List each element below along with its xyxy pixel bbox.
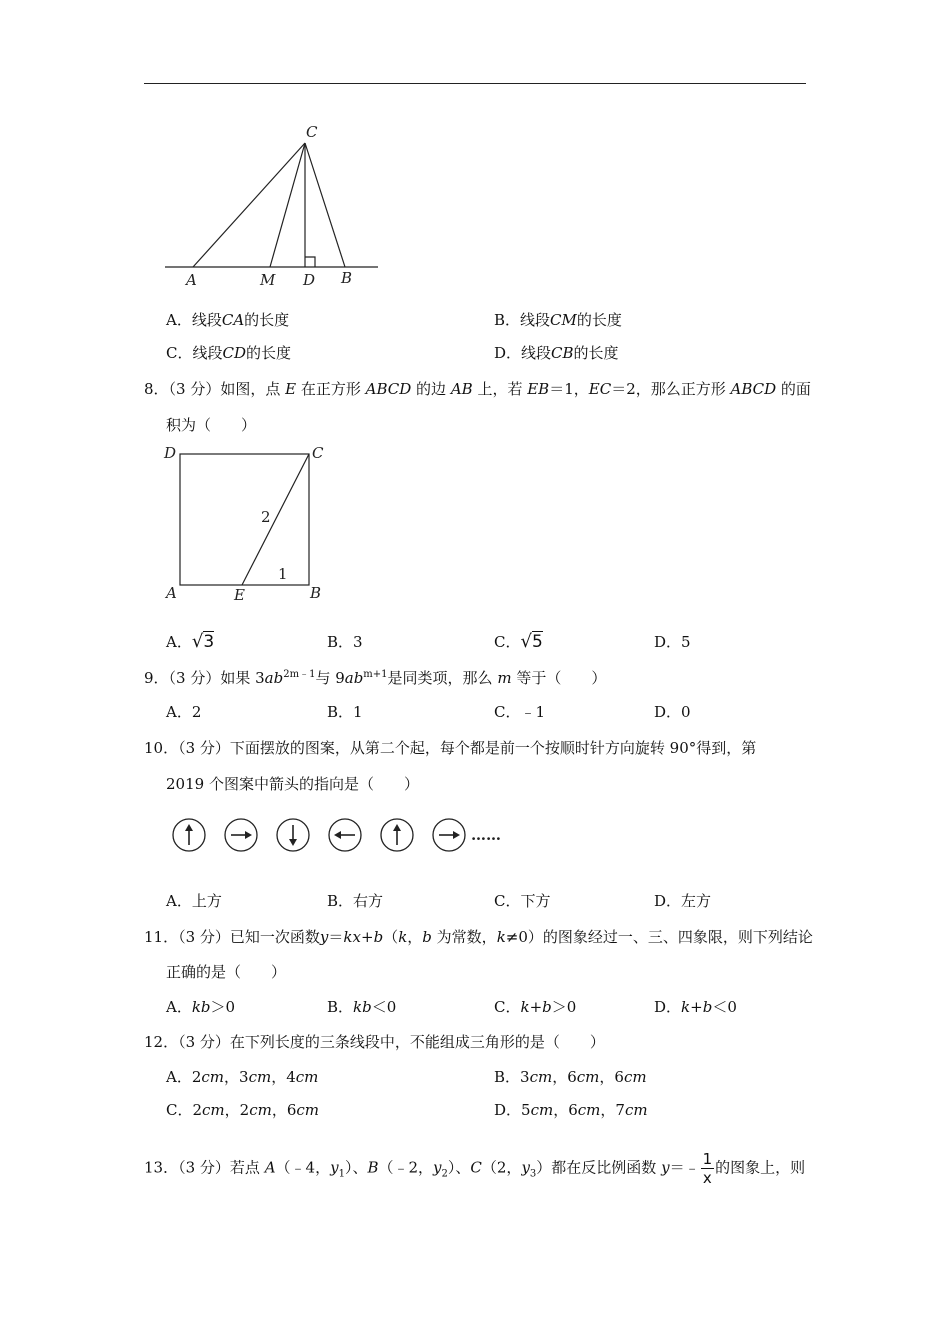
q10-ellipsis: ……: [471, 826, 501, 844]
option-letter: C．: [166, 344, 193, 362]
rotating-arrow-icon: [173, 819, 205, 851]
q9-option-a[interactable]: A．2: [166, 703, 202, 721]
option-text: 的长度: [576, 311, 622, 329]
q11-stem-line2: 正确的是（ ）: [166, 963, 287, 981]
option-segment: CD: [222, 344, 247, 362]
q8-stem-line2: 积为（ ）: [166, 416, 257, 434]
question-score: （3 分）: [178, 928, 230, 946]
fraction-denominator: x: [702, 1169, 712, 1187]
q8-label-ec-length: 2: [261, 508, 271, 526]
q7-option-c[interactable]: [166, 343, 291, 363]
q11-stem-line1: 11．（3 分）已知一次函数y＝kx+b（k，b 为常数，k≠0）的图象经过一、三、四象限，则下列结论: [144, 928, 813, 946]
q8-label-e: E: [234, 586, 245, 604]
option-text: 的长度: [573, 344, 619, 362]
rotating-arrow-icon: [225, 819, 257, 851]
q11-option-d[interactable]: D．k+b＜0: [654, 998, 737, 1016]
header-rule: [144, 83, 806, 84]
q7-figure: [160, 118, 385, 293]
q9-option-d[interactable]: D．0: [654, 703, 691, 721]
radicand: 5: [531, 632, 543, 652]
q13-stem: 13．（3 分）若点 A（﹣4，$y_1$）、B（﹣2，$y_2$）、C（2，$y_3$）都在反比例函数 y＝﹣ $\frac{1}{x}$ 的图象上，则: [144, 1150, 806, 1187]
q7-option-a[interactable]: [166, 310, 289, 330]
option-letter: A．: [166, 633, 192, 651]
q11-option-b[interactable]: B．kb＜0: [327, 998, 397, 1016]
question-number: 10．: [144, 739, 179, 757]
q10-option-c[interactable]: C．下方: [494, 892, 551, 910]
q7-label-d: D: [303, 271, 316, 289]
q7-option-d[interactable]: [494, 343, 619, 363]
question-score: （3 分）: [178, 1158, 230, 1177]
q8-option-c[interactable]: [494, 632, 543, 652]
q12-option-b[interactable]: B．3cm，6cm，6cm: [494, 1068, 647, 1086]
q9-option-b[interactable]: B．1: [327, 703, 363, 721]
q10-stem-line2: 2019 个图案中箭头的指向是（ ）: [166, 775, 419, 793]
q12-option-c[interactable]: C．2cm，2cm，6cm: [166, 1101, 320, 1119]
q8-label-c: C: [312, 444, 324, 462]
q10-figure: [168, 814, 513, 858]
option-letter: B．: [494, 311, 521, 329]
q7-label-c: C: [306, 123, 318, 141]
q7-label-b: B: [341, 269, 353, 287]
rotating-arrow-icon: [329, 819, 361, 851]
q8-option-b[interactable]: [327, 632, 363, 652]
q8-label-b: B: [310, 584, 322, 602]
q8-option-a[interactable]: [166, 632, 214, 652]
fraction-numerator: 1: [702, 1150, 713, 1168]
option-letter: D．: [494, 344, 522, 362]
question-score: （3 分）: [168, 669, 221, 687]
q12-stem: 12．（3 分）在下列长度的三条线段中，不能组成三角形的是（ ）: [144, 1033, 605, 1051]
option-value: 5: [681, 633, 691, 651]
q9-option-c[interactable]: C．﹣1: [494, 703, 546, 721]
question-number: 12．: [144, 1033, 179, 1051]
q8-label-a: A: [166, 584, 177, 602]
q10-stem-line1: 10．（3 分）下面摆放的图案，从第二个起，每个都是前一个按顺时针方向旋转 90°得到，第: [144, 739, 757, 757]
q8-stem-line1: 8．（3 分）如图，点 E 在正方形 ABCD 的边 AB 上，若 EB＝1，EC＝2，那么正方形 ABCD 的面: [144, 380, 811, 398]
q7-label-a: A: [186, 271, 197, 289]
rotating-arrow-icon: [277, 819, 309, 851]
q9-stem: 9．（3 分）如果 $3ab^{2m﹣1}$与 $9ab^{m+1}$是同类项，那么 m 等于（ ）: [144, 669, 607, 687]
option-letter: D．: [654, 633, 682, 651]
option-text: 线段: [520, 311, 551, 329]
question-number: 8．: [144, 380, 169, 398]
question-number: 9．: [144, 669, 169, 687]
q12-option-d[interactable]: D．5cm，6cm，7cm: [494, 1101, 648, 1119]
question-score: （3 分）: [178, 739, 230, 757]
q8-figure: [160, 440, 335, 610]
option-text: 线段: [192, 344, 223, 362]
q11-option-c[interactable]: C．k+b＞0: [494, 998, 577, 1016]
option-value: 3: [353, 633, 363, 651]
option-letter: B．: [327, 633, 354, 651]
sqrt-icon: √: [191, 631, 204, 652]
radicand: 3: [203, 632, 215, 652]
option-letter: C．: [494, 633, 521, 651]
rotating-arrow-icon: [381, 819, 413, 851]
q11-option-a[interactable]: A．kb＞0: [166, 998, 236, 1016]
option-letter: A．: [166, 311, 192, 329]
q12-option-a[interactable]: A．2cm，3cm，4cm: [166, 1068, 319, 1086]
option-segment: CM: [550, 311, 577, 329]
option-segment: CB: [551, 344, 574, 362]
question-number: 11．: [144, 928, 179, 946]
q10-option-b[interactable]: B．右方: [327, 892, 384, 910]
question-number: 13．: [144, 1158, 179, 1177]
option-text: 线段: [191, 311, 222, 329]
q7-label-m: M: [260, 271, 276, 289]
q8-option-d[interactable]: [654, 632, 691, 652]
option-text: 线段: [521, 344, 552, 362]
option-text: 的长度: [244, 311, 290, 329]
q10-option-a[interactable]: A．上方: [166, 892, 222, 910]
option-text: 的长度: [246, 344, 292, 362]
q8-label-d: D: [164, 444, 177, 462]
rotating-arrow-icon: [433, 819, 465, 851]
sqrt-icon: √: [520, 631, 532, 652]
question-score: （3 分）: [178, 1033, 230, 1051]
fraction: [701, 1150, 715, 1187]
q8-label-eb-length: 1: [278, 565, 288, 583]
q7-option-b[interactable]: [494, 310, 622, 330]
option-segment: CA: [221, 311, 245, 329]
question-score: （3 分）: [168, 380, 221, 398]
q10-option-d[interactable]: D．左方: [654, 892, 712, 910]
